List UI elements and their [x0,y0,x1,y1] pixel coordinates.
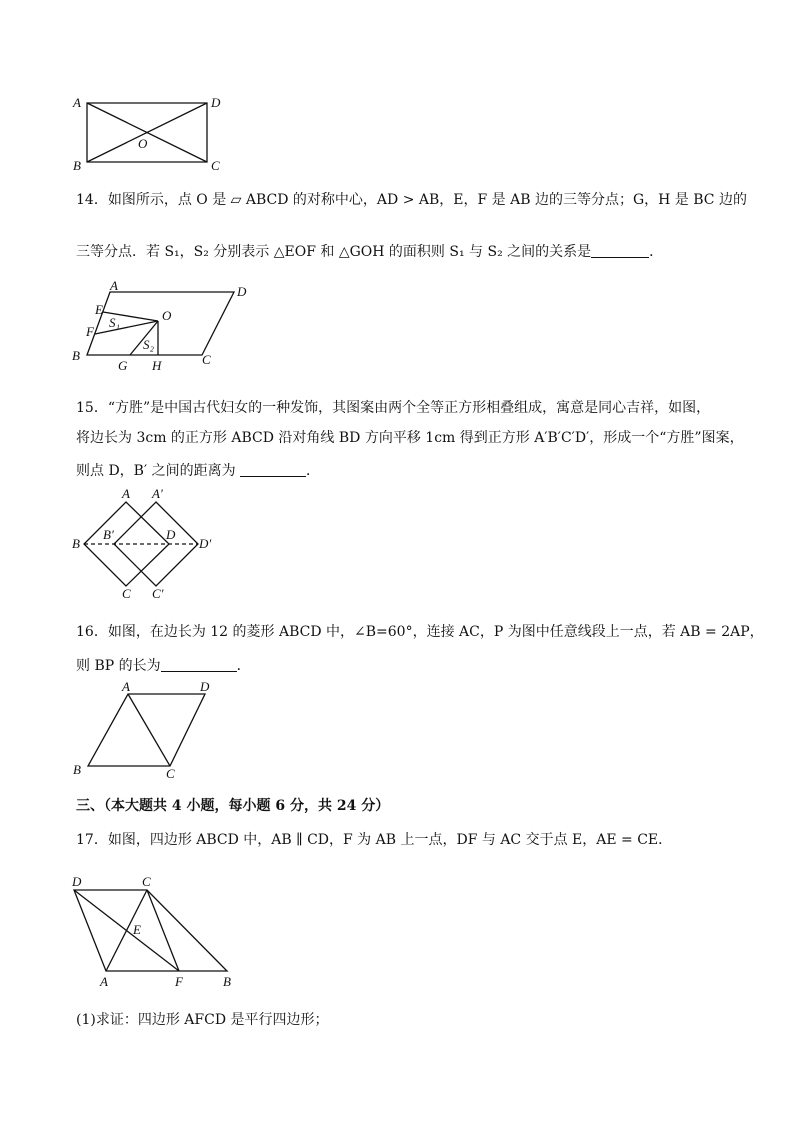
label-c: C [202,352,211,367]
figure-q16-rhombus [70,678,240,782]
label-d: D [166,527,176,542]
label-c: C [166,766,175,781]
q17-line1: 17．如图，四边形 ABCD 中，AB ∥ CD，F 为 AB 上一点，DF 与 AC 交于点 E，AE = CE． [76,832,673,848]
label-f: F [86,324,94,339]
quadrilateral-abcd [74,890,227,971]
label-a: A [110,278,118,293]
label-d: D [211,95,221,110]
label-c-prime: C′ [152,586,164,601]
q16-line1: 16．如图，在边长为 12 的菱形 ABCD 中，∠B=60°，连接 AC，P 为图中任意线段上一点，若 AB = 2AP， [76,624,764,640]
q16-line2-end: ． [236,658,251,674]
q14-line1: 14．如图所示，点 O 是 ▱ ABCD 的对称中心，AD > AB，E，F 是 AB 边的三等分点；G，H 是 BC 边的 [76,192,747,208]
label-a: A [122,679,130,694]
label-d: D [200,679,210,694]
label-a-prime: A′ [152,486,163,501]
label-o: O [138,136,148,151]
q15-line2: 将边长为 3cm 的正方形 ABCD 沿对角线 BD 方向平移 1cm 得到正方形 A′B′C′D′，形成一个“方胜”图案， [76,430,744,446]
label-s1: S₁ [109,315,121,330]
q15-answer-blank[interactable] [240,462,306,477]
label-o: O [162,308,172,323]
q15-line3-text: 则点 D，B′ 之间的距离为 [76,463,236,479]
q16-line2-text: 则 BP 的长为 [76,658,161,674]
section-3-heading: 三、（本大题共 4 小题，每小题 6 分，共 24 分） [76,798,390,814]
label-f: F [175,974,183,989]
figure-q13-rectangle [70,92,230,174]
label-b: B [223,974,231,989]
label-e: E [133,922,141,937]
label-b: B [73,762,81,777]
label-a: A [122,486,130,501]
q17-part1: (1)求证：四边形 AFCD 是平行四边形； [76,1012,329,1028]
rhombus-abcd [88,694,205,766]
q15-line3-end: ． [306,463,321,479]
q15-line3 [76,461,320,481]
label-b: B [72,536,80,551]
figure-q14-parallelogram [62,278,262,374]
label-h: H [152,358,162,373]
q14-answer-blank[interactable] [591,243,649,258]
diagonal-ac [128,694,170,766]
label-g: G [118,358,128,373]
label-d: D [237,284,247,299]
figure-q17-quadrilateral [66,874,256,992]
label-a: A [73,95,81,110]
q14-line2 [76,242,663,262]
label-b: B [73,158,81,173]
label-s2: S₂ [143,337,155,352]
label-c: C [211,158,220,173]
label-b: B [72,348,80,363]
q16-line2 [76,656,251,676]
label-d-prime: D′ [199,536,212,551]
q14-line2-end: ． [649,244,664,260]
label-a: A [100,974,108,989]
label-e: E [95,302,103,317]
q16-answer-blank[interactable] [161,657,237,672]
q15-line1: 15．“方胜”是中国古代妇女的一种发饰，其图案由两个全等正方形相叠组成，寓意是同心吉祥，如图， [76,400,711,416]
label-c: C [142,874,151,889]
label-b-prime: B′ [103,527,114,542]
q14-line2-text: 三等分点．若 S₁，S₂ 分别表示 △EOF 和 △GOH 的面积则 S₁ 与 S₂ 之间的关系是 [76,244,592,260]
figure-q15-fangsheng [66,484,226,602]
label-c: C [122,586,131,601]
label-d: D [72,874,82,889]
